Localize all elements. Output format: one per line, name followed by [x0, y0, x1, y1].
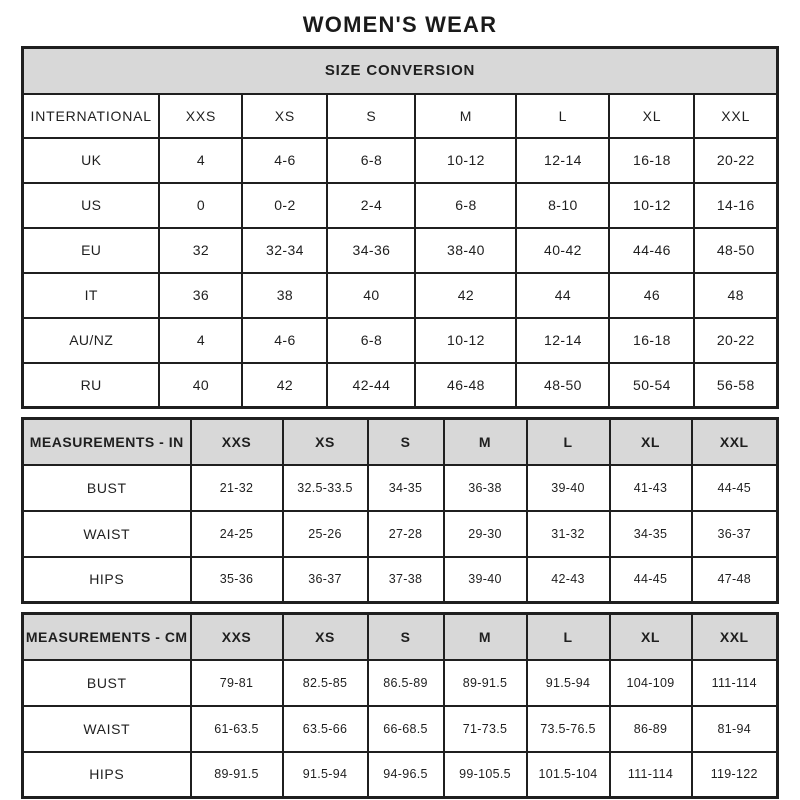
measurements-in-table	[21, 417, 779, 604]
size-col-header: M	[444, 614, 527, 660]
value-cell: 35-36	[191, 557, 283, 603]
measurements-in-header-row	[23, 419, 778, 465]
value-cell: 36-37	[692, 511, 778, 557]
table-row	[22, 138, 777, 183]
table-row	[23, 660, 778, 706]
size-col-header: XXS	[191, 614, 283, 660]
value-cell: 4	[159, 138, 242, 183]
size-col-header: XL	[610, 614, 692, 660]
value-cell: 36-38	[444, 465, 527, 511]
value-cell: 44-45	[610, 557, 692, 603]
value-cell: 38	[242, 273, 327, 318]
size-col-header: XXS	[191, 419, 283, 465]
row-label: US	[22, 183, 159, 228]
value-cell: 34-36	[327, 228, 415, 273]
size-col-header: XS	[283, 419, 368, 465]
row-label: HIPS	[23, 752, 191, 798]
measurements-cm-title: MEASUREMENTS - CM	[23, 614, 191, 660]
value-cell: 10-12	[415, 138, 516, 183]
value-cell: 20-22	[694, 318, 777, 363]
size-conversion-col-header: L	[516, 94, 609, 138]
value-cell: 40	[327, 273, 415, 318]
row-label: EU	[22, 228, 159, 273]
value-cell: 12-14	[516, 138, 609, 183]
table-row	[22, 228, 777, 273]
value-cell: 44-45	[692, 465, 778, 511]
value-cell: 73.5-76.5	[527, 706, 610, 752]
size-conversion-col-header: XXS	[159, 94, 242, 138]
table-row	[22, 183, 777, 228]
value-cell: 40	[159, 363, 242, 408]
row-label: UK	[22, 138, 159, 183]
value-cell: 24-25	[191, 511, 283, 557]
size-conversion-corner-header: INTERNATIONAL	[22, 94, 159, 138]
size-col-header: XL	[610, 419, 692, 465]
row-label: AU/NZ	[22, 318, 159, 363]
size-conversion-col-header: XS	[242, 94, 327, 138]
size-conversion-body	[22, 138, 777, 408]
measurements-in-title: MEASUREMENTS - IN	[23, 419, 191, 465]
size-col-header: M	[444, 419, 527, 465]
value-cell: 119-122	[692, 752, 778, 798]
value-cell: 86-89	[610, 706, 692, 752]
size-col-header: L	[527, 614, 610, 660]
value-cell: 94-96.5	[368, 752, 444, 798]
value-cell: 21-32	[191, 465, 283, 511]
row-label: HIPS	[23, 557, 191, 603]
value-cell: 48-50	[694, 228, 777, 273]
size-conversion-col-header: XXL	[694, 94, 777, 138]
value-cell: 39-40	[527, 465, 610, 511]
value-cell: 56-58	[694, 363, 777, 408]
measurements-cm-body	[23, 660, 778, 798]
table-row	[23, 752, 778, 798]
value-cell: 38-40	[415, 228, 516, 273]
value-cell: 79-81	[191, 660, 283, 706]
value-cell: 63.5-66	[283, 706, 368, 752]
size-col-header: XXL	[692, 614, 778, 660]
value-cell: 34-35	[368, 465, 444, 511]
value-cell: 89-91.5	[191, 752, 283, 798]
value-cell: 61-63.5	[191, 706, 283, 752]
table-row	[23, 465, 778, 511]
value-cell: 20-22	[694, 138, 777, 183]
value-cell: 32	[159, 228, 242, 273]
size-conversion-band-row	[22, 48, 777, 94]
value-cell: 111-114	[610, 752, 692, 798]
value-cell: 8-10	[516, 183, 609, 228]
value-cell: 48-50	[516, 363, 609, 408]
value-cell: 2-4	[327, 183, 415, 228]
row-label: BUST	[23, 660, 191, 706]
table-row	[22, 273, 777, 318]
value-cell: 81-94	[692, 706, 778, 752]
value-cell: 42	[242, 363, 327, 408]
table-row	[23, 557, 778, 603]
value-cell: 36-37	[283, 557, 368, 603]
value-cell: 82.5-85	[283, 660, 368, 706]
value-cell: 99-105.5	[444, 752, 527, 798]
value-cell: 50-54	[609, 363, 694, 408]
value-cell: 44-46	[609, 228, 694, 273]
value-cell: 6-8	[327, 138, 415, 183]
size-col-header: L	[527, 419, 610, 465]
value-cell: 66-68.5	[368, 706, 444, 752]
size-col-header: S	[368, 614, 444, 660]
size-col-header: XS	[283, 614, 368, 660]
value-cell: 4-6	[242, 138, 327, 183]
value-cell: 16-18	[609, 138, 694, 183]
value-cell: 41-43	[610, 465, 692, 511]
value-cell: 14-16	[694, 183, 777, 228]
value-cell: 4-6	[242, 318, 327, 363]
value-cell: 31-32	[527, 511, 610, 557]
value-cell: 42-43	[527, 557, 610, 603]
size-conversion-col-header: XL	[609, 94, 694, 138]
size-col-header: XXL	[692, 419, 778, 465]
value-cell: 16-18	[609, 318, 694, 363]
size-conversion-col-header: S	[327, 94, 415, 138]
value-cell: 86.5-89	[368, 660, 444, 706]
measurements-in-body	[23, 465, 778, 603]
value-cell: 6-8	[415, 183, 516, 228]
size-conversion-column-header-row	[22, 94, 777, 138]
value-cell: 0	[159, 183, 242, 228]
table-row	[22, 318, 777, 363]
value-cell: 48	[694, 273, 777, 318]
row-label: WAIST	[23, 511, 191, 557]
value-cell: 42-44	[327, 363, 415, 408]
measurements-cm-table	[21, 612, 779, 799]
size-conversion-col-header: M	[415, 94, 516, 138]
value-cell: 6-8	[327, 318, 415, 363]
value-cell: 91.5-94	[527, 660, 610, 706]
value-cell: 10-12	[415, 318, 516, 363]
row-label: IT	[22, 273, 159, 318]
value-cell: 111-114	[692, 660, 778, 706]
value-cell: 104-109	[610, 660, 692, 706]
value-cell: 4	[159, 318, 242, 363]
value-cell: 46-48	[415, 363, 516, 408]
size-conversion-title: SIZE CONVERSION	[22, 48, 777, 94]
value-cell: 37-38	[368, 557, 444, 603]
size-col-header: S	[368, 419, 444, 465]
size-conversion-table	[21, 46, 779, 409]
table-row	[22, 363, 777, 408]
table-row	[23, 706, 778, 752]
value-cell: 44	[516, 273, 609, 318]
value-cell: 101.5-104	[527, 752, 610, 798]
value-cell: 36	[159, 273, 242, 318]
row-label: WAIST	[23, 706, 191, 752]
value-cell: 32-34	[242, 228, 327, 273]
value-cell: 91.5-94	[283, 752, 368, 798]
value-cell: 39-40	[444, 557, 527, 603]
value-cell: 0-2	[242, 183, 327, 228]
row-label: BUST	[23, 465, 191, 511]
value-cell: 42	[415, 273, 516, 318]
row-label: RU	[22, 363, 159, 408]
value-cell: 34-35	[610, 511, 692, 557]
value-cell: 40-42	[516, 228, 609, 273]
value-cell: 10-12	[609, 183, 694, 228]
value-cell: 29-30	[444, 511, 527, 557]
measurements-cm-header-row	[23, 614, 778, 660]
value-cell: 46	[609, 273, 694, 318]
value-cell: 25-26	[283, 511, 368, 557]
value-cell: 12-14	[516, 318, 609, 363]
value-cell: 47-48	[692, 557, 778, 603]
value-cell: 89-91.5	[444, 660, 527, 706]
value-cell: 32.5-33.5	[283, 465, 368, 511]
value-cell: 71-73.5	[444, 706, 527, 752]
value-cell: 27-28	[368, 511, 444, 557]
table-row	[23, 511, 778, 557]
page-title: WOMEN'S WEAR	[302, 12, 498, 37]
